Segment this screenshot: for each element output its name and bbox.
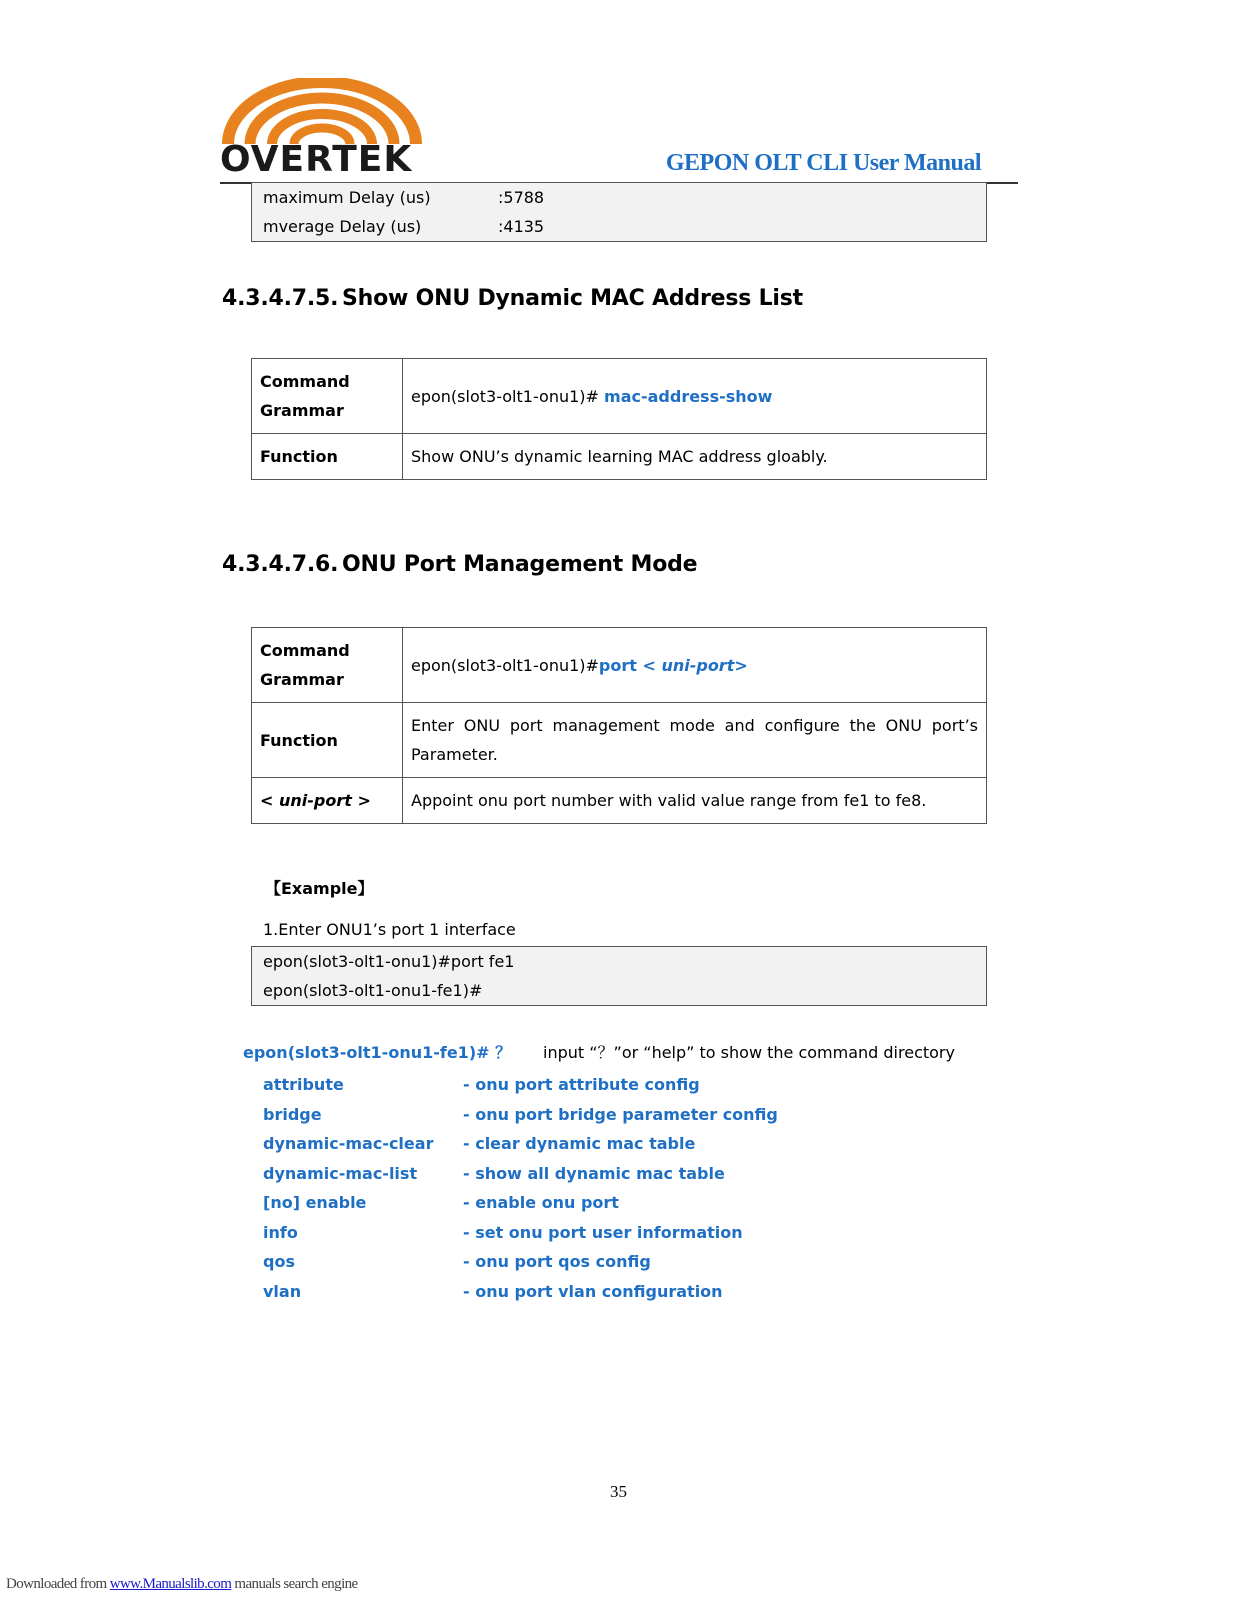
help-description: input “？”or “help” to show the command directory: [543, 1043, 955, 1062]
port-mode-command-table: [251, 627, 987, 824]
command-name: dynamic-mac-clear: [263, 1134, 434, 1153]
help-prompt: epon(slot3-olt1-onu1-fe1)# ？: [243, 1043, 512, 1062]
command-name: attribute: [263, 1075, 344, 1094]
manualslib-link[interactable]: www.Manualslib.com: [109, 1576, 232, 1592]
section-number: 4.3.4.7.5.: [222, 286, 339, 311]
grammar-command: mac-address-show: [604, 386, 773, 406]
table-row: [252, 703, 987, 778]
list-item: [263, 1070, 863, 1100]
section-heading-port-mode: [222, 552, 697, 577]
list-item: [263, 1218, 863, 1248]
grammar-value: [403, 628, 987, 703]
grammar-prompt: epon(slot3-olt1-onu1)#: [411, 655, 599, 675]
parameter-label: < uni-port >: [252, 778, 403, 824]
command-description: - clear dynamic mac table: [463, 1134, 696, 1153]
delay-value: :5788: [498, 188, 545, 207]
parameter-value: Appoint onu port number with valid value range from fe1 to fe8.: [403, 778, 987, 824]
download-footer: [6, 1576, 358, 1593]
function-value: Show ONU’s dynamic learning MAC address gloably.: [403, 434, 987, 480]
table-row: [252, 359, 987, 434]
mac-show-command-table: [251, 358, 987, 480]
grammar-label: Command Grammar: [252, 628, 403, 703]
example-step: 1.Enter ONU1’s port 1 interface: [263, 920, 516, 939]
example-label: 【Example】: [265, 879, 374, 898]
grammar-prompt: epon(slot3-olt1-onu1)#: [411, 386, 605, 406]
table-row: [252, 628, 987, 703]
command-description: - show all dynamic mac table: [463, 1163, 725, 1183]
command-directory-list: [263, 1070, 863, 1306]
command-name: vlan: [263, 1281, 302, 1301]
command-name: qos: [263, 1252, 295, 1271]
footer-suffix: manuals search engine: [231, 1576, 358, 1592]
command-name: dynamic-mac-list: [263, 1163, 418, 1183]
manual-title: GEPON OLT CLI User Manual: [665, 150, 981, 176]
section-title: Show ONU Dynamic MAC Address List: [342, 286, 803, 311]
delay-row-average: [252, 212, 986, 241]
list-item: [263, 1100, 863, 1130]
command-description: - onu port qos config: [463, 1252, 651, 1271]
code-line: epon(slot3-olt1-onu1)#port fe1: [263, 952, 515, 971]
list-item: [263, 1247, 863, 1277]
section-number: 4.3.4.7.6.: [222, 552, 339, 577]
command-name: [no] enable: [263, 1193, 367, 1212]
example-code-box: [251, 946, 987, 1006]
grammar-value: [403, 359, 987, 434]
delay-value: :4135: [498, 217, 545, 236]
section-title: ONU Port Management Mode: [342, 552, 698, 577]
grammar-command: port <: [598, 655, 662, 675]
list-item: [263, 1129, 863, 1159]
footer-prefix: Downloaded from: [6, 1576, 110, 1592]
delay-label: mverage Delay (us): [263, 217, 422, 236]
grammar-label: Command Grammar: [252, 359, 403, 434]
list-item: [263, 1277, 863, 1307]
command-description: - onu port attribute config: [463, 1075, 700, 1094]
list-item: [263, 1159, 863, 1189]
logo-wordmark: OVERTEK: [220, 139, 413, 180]
delay-output-box: [251, 182, 987, 242]
section-heading-mac-list: [222, 286, 803, 311]
command-name: info: [263, 1222, 298, 1242]
grammar-end: >: [734, 655, 748, 675]
command-description: - onu port vlan configuration: [463, 1281, 723, 1301]
command-description: - onu port bridge parameter config: [463, 1104, 778, 1124]
list-item: [263, 1188, 863, 1218]
overtek-logo: [220, 78, 424, 178]
delay-row-max: [252, 183, 986, 212]
command-name: bridge: [263, 1104, 322, 1124]
function-value: Enter ONU port management mode and configure the ONU port’s Parameter.: [403, 703, 987, 778]
command-description: - enable onu port: [463, 1193, 619, 1212]
logo-arcs-icon: [220, 78, 424, 148]
table-row: [252, 434, 987, 480]
command-description: - set onu port user information: [463, 1222, 743, 1242]
delay-label: maximum Delay (us): [263, 188, 431, 207]
grammar-parameter: uni-port: [661, 655, 735, 675]
page-number: 35: [610, 1482, 627, 1501]
code-line: epon(slot3-olt1-onu1-fe1)#: [263, 981, 483, 1000]
table-row: [252, 778, 987, 824]
function-label: Function: [252, 703, 403, 778]
function-label: Function: [252, 434, 403, 480]
